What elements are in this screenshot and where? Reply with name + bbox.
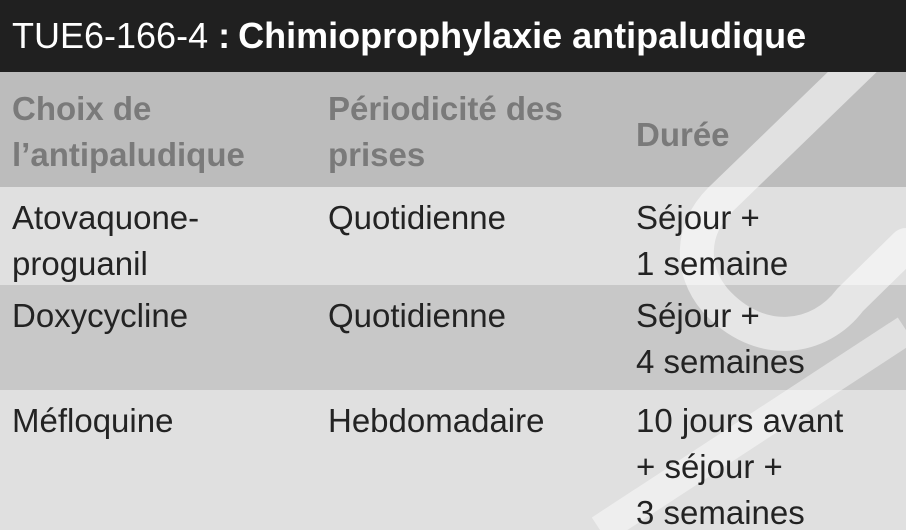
header-drug-choice: Choix de l’antipaludique	[12, 90, 245, 173]
table-header-row	[0, 72, 906, 187]
table-title-bar	[0, 0, 906, 72]
cell-drug: Méfloquine	[12, 402, 174, 439]
cell-frequency: Quotidienne	[328, 199, 506, 236]
cell-duration: Séjour + 1 semaine	[636, 199, 789, 282]
table-row	[0, 187, 906, 285]
cell-frequency: Hebdomadaire	[328, 402, 545, 439]
header-frequency: Périodicité des prises	[328, 90, 563, 173]
table-title: Chimioprophylaxie antipaludique	[238, 15, 807, 56]
cell-duration: 10 jours avant + séjour + 3 semaines	[636, 402, 844, 530]
table-row	[0, 390, 906, 530]
cell-drug: Doxycycline	[12, 297, 189, 334]
cell-drug: Atovaquone- proguanil	[12, 199, 200, 282]
cell-duration: Séjour + 4 semaines	[636, 297, 805, 380]
title-separator: :	[218, 15, 231, 56]
cell-frequency: Quotidienne	[328, 297, 506, 334]
header-duration: Durée	[636, 116, 730, 153]
prophylaxis-table	[0, 72, 906, 530]
table-row	[0, 285, 906, 390]
table-code: TUE6-166-4	[12, 15, 209, 56]
